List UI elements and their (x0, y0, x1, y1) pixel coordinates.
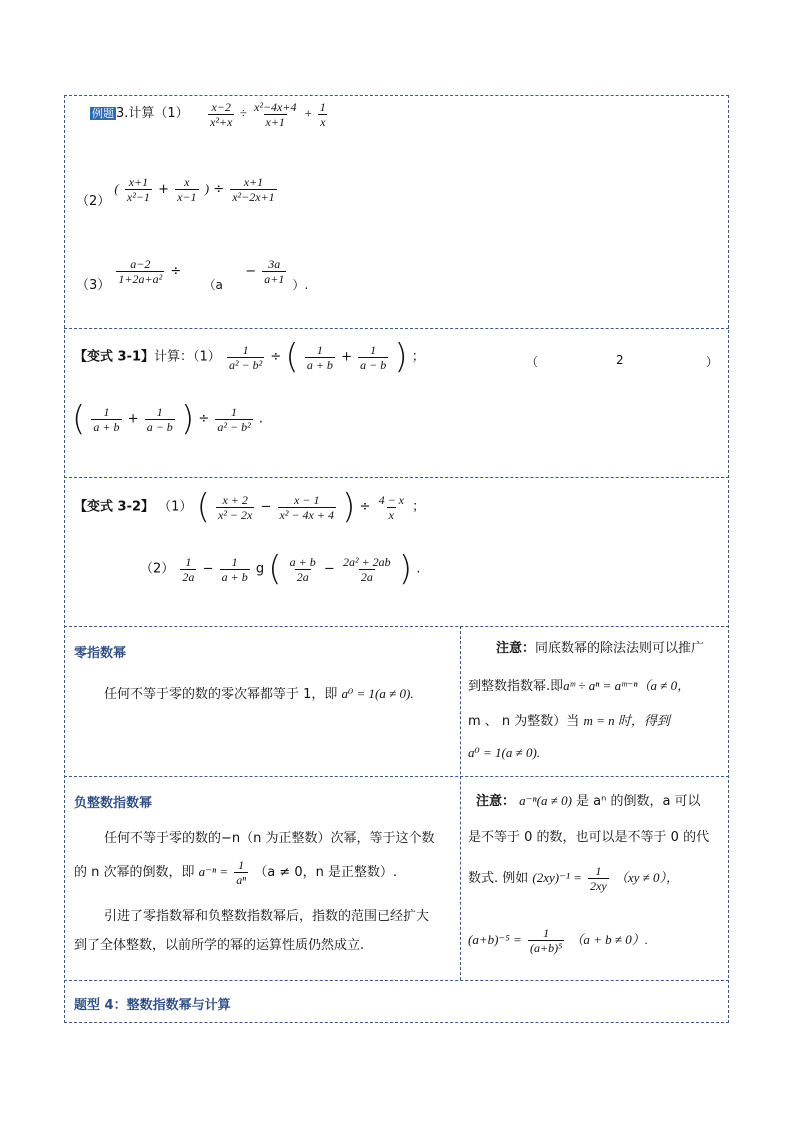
period: . (258, 411, 263, 427)
type-4-title: 题型 4：整数指数幂与计算 (74, 998, 231, 1013)
close-paren: ）. (292, 278, 309, 292)
fraction-numerator: 1 (103, 404, 110, 419)
divide-sign: ÷ (213, 182, 225, 197)
note-text: 同底数幂的除法法则可以推广 (535, 641, 705, 656)
fraction-numerator: 1 (185, 554, 192, 569)
fraction-denominator: x² − 2x (217, 507, 253, 522)
negative-exponent-line-1: 任何不等于零的数的−n（n 为正整数）次幂，等于这个数 (104, 831, 435, 846)
fraction-numerator: a + b (289, 554, 316, 569)
fraction-numerator: 1 (316, 342, 323, 357)
divider (64, 328, 729, 329)
fraction-numerator: 1 (231, 404, 238, 419)
note-2-line-3 (468, 864, 679, 893)
plus-sign: + (341, 349, 352, 365)
note-text: 是 aⁿ 的倒数，a 可以 (576, 794, 701, 809)
fraction-numerator: 1 (595, 864, 602, 878)
divide-sign: ÷ (270, 349, 282, 365)
open-paren: （a (203, 278, 223, 292)
fraction-numerator: x−2 (211, 100, 231, 114)
zero-exponent-formula: a⁰ = 1(a ≠ 0). (341, 686, 414, 701)
note-1-line-2 (468, 675, 690, 694)
note-formula: aᵐ ÷ aⁿ = aᵐ⁻ⁿ（a ≠ 0， (563, 678, 691, 693)
fraction-numerator: 1 (370, 342, 377, 357)
negative-exponent-title: 负整数指数幂 (74, 796, 153, 811)
fraction-denominator: x²−1 (126, 190, 150, 204)
divider (64, 980, 729, 981)
note-2-line-4 (468, 926, 648, 955)
divider (64, 477, 729, 478)
fraction-numerator: 1 (319, 100, 326, 114)
fraction-numerator: x (184, 175, 190, 189)
fraction-numerator: 1 (242, 342, 249, 357)
negative-exponent-line-3: 引进了零指数幂和负整数指数幂后，指数的范围已经扩大 (104, 909, 430, 924)
divide-sign: ÷ (170, 264, 182, 279)
variant-3-2-part-1: 【变式 3-2】 （1） ( $\frac{x + 2}{\text{x² − 2x}}$ − $\frac{x - 1}{\text{x² − 4x + 4}}$ ) ÷ $\frac{4 - x}{x}$ ； (74, 487, 426, 527)
divide-sign: ÷ (239, 105, 247, 121)
example-3-part-2 (76, 175, 279, 209)
note-formula: a⁻ⁿ(a ≠ 0) (519, 793, 572, 808)
fraction-denominator: x² − 4x + 4 (279, 507, 334, 522)
part-2-close: ） (706, 355, 719, 369)
fraction-denominator: 2xy (590, 879, 607, 893)
negative-exponent-line-2 (74, 858, 397, 887)
fraction-denominator: a + b (93, 419, 120, 434)
fraction-denominator: x²+x (210, 115, 233, 129)
fraction-denominator: x+1 (265, 115, 285, 129)
divider (64, 776, 729, 777)
part-label: （2） (76, 194, 111, 209)
open-paren: ( (114, 181, 119, 196)
part-2-label: 2 (616, 353, 624, 367)
note-2-line-1 (476, 790, 701, 809)
calc-label: 计算：（1） (154, 349, 221, 365)
fraction-denominator: aⁿ (236, 873, 247, 887)
fraction-numerator: 1 (543, 926, 550, 940)
fraction-numerator: x + 2 (222, 492, 248, 507)
negative-exponent-text: 的 n 次幂的倒数，即 (74, 865, 195, 880)
example-3-part-1-expression (206, 100, 330, 129)
fraction-denominator: x−1 (177, 190, 197, 204)
fraction-denominator: a − b (360, 357, 387, 372)
note-formula: (2xy)⁻¹ = (532, 870, 582, 885)
note-text: 数式. 例如 (468, 871, 529, 886)
plus-sign: + (127, 411, 139, 427)
fraction-numerator: a−2 (130, 257, 151, 271)
zero-exponent-text (104, 683, 414, 702)
fraction-denominator: 1+2a+a² (118, 272, 163, 286)
note-1-line-3 (468, 710, 670, 729)
fraction-denominator: x (388, 507, 394, 522)
zero-exponent-sentence: 任何不等于零的数的零次幂都等于 1，即 (104, 687, 338, 702)
note-condition: （a + b ≠ 0）. (570, 932, 649, 947)
variant-label: 【变式 3-1】 (74, 349, 155, 365)
divide-sign: ÷ (198, 411, 210, 427)
negative-exponent-formula: a⁻ⁿ = (198, 864, 229, 879)
fraction-numerator: 1 (231, 554, 238, 569)
note-2-line-2: 是不等于 0 的数，也可以是不等于 0 的代 (468, 830, 710, 845)
example-label: 3.计算（1） (116, 106, 189, 121)
note-text: m = n 时，得到 (583, 713, 670, 728)
variant-3-1-part-1: 【变式 3-1】计算：（1） $\frac{1}{\text{a² − b²}}$ ÷ ( $\frac{1}{a + b}$ + $\frac{1}{a - b}$ ) ； (74, 337, 425, 377)
fraction-denominator: x (320, 115, 326, 129)
negative-exponent-line-4: 到了全体整数，以前所学的幂的运算性质仍然成立. (74, 938, 365, 953)
note-1-line-1 (496, 637, 704, 656)
fraction-denominator: a + b (221, 569, 248, 584)
semicolon: ； (411, 349, 425, 365)
fraction-numerator: x+1 (243, 175, 264, 189)
fraction-numerator: 4 − x (378, 492, 405, 507)
fraction-numerator: x²−4x+4 (254, 100, 297, 114)
part-2-open: （ (526, 355, 539, 369)
fraction-denominator: a+1 (264, 272, 285, 286)
note-lead: 注意： (496, 641, 536, 656)
fraction-denominator: 2a (182, 569, 195, 584)
fraction-numerator: x − 1 (294, 492, 320, 507)
note-condition: （xy ≠ 0）， (614, 870, 680, 885)
fraction-numerator: 1 (156, 404, 163, 419)
period: . (416, 561, 421, 577)
column-divider (460, 626, 461, 980)
part-label: （1） (158, 499, 193, 515)
close-paren: ) (204, 181, 210, 196)
variant-3-2-part-2: （2） $\frac{1}{2a}$ − $\frac{1}{a + b}$ g ( $\frac{a + b}{2a}$ − $\frac{\text{2a² + 2ab}}{2a}$ ) . (140, 549, 421, 589)
note-formula: (a+b)⁻⁵ = (468, 932, 522, 947)
variant-label: 【变式 3-2】 (74, 499, 155, 515)
example-3-part-3 (76, 257, 309, 293)
variant-3-1-part-2: ( $\frac{1}{a + b}$ + $\frac{1}{a - b}$ ) ÷ $\frac{1}{\text{a² − b²}}$ . (72, 399, 263, 439)
fraction-denominator: 2a (360, 569, 373, 584)
fraction-denominator: 2a (296, 569, 309, 584)
note-1-line-4: a⁰ = 1(a ≠ 0). (468, 745, 541, 760)
divider (64, 626, 729, 627)
negative-exponent-condition: （a ≠ 0，n 是正整数）. (254, 865, 398, 880)
part-label: （3） (76, 278, 111, 293)
note-lead: 注意： (476, 794, 516, 809)
fraction-numerator: x+1 (128, 175, 149, 189)
example-badge: 例题 (92, 107, 114, 120)
fraction-denominator: a + b (306, 357, 333, 372)
plus-sign: + (158, 182, 169, 197)
fraction-denominator: a² − b² (228, 357, 263, 372)
note-text: m 、 n 为整数）当 (468, 714, 580, 729)
fraction-numerator: 1 (238, 858, 245, 872)
fraction-denominator: x²−2x+1 (232, 190, 275, 204)
fraction-denominator: (a+b)⁵ (529, 941, 563, 955)
note-text: 到整数指数幂.即 (468, 679, 564, 694)
semicolon: ； (412, 499, 426, 515)
plus-sign: + (303, 105, 313, 121)
zero-exponent-title: 零指数幂 (74, 646, 127, 661)
fraction-denominator: a² − b² (217, 419, 251, 434)
part-label: （2） (140, 561, 175, 577)
example-3 (90, 102, 189, 121)
minus-sign: − (245, 264, 257, 279)
divide-sign: ÷ (359, 499, 371, 515)
operator-glyph: g (255, 561, 265, 577)
fraction-numerator: 3a (268, 257, 281, 271)
fraction-numerator: 2a² + 2ab (342, 554, 391, 569)
fraction-denominator: a − b (146, 419, 173, 434)
